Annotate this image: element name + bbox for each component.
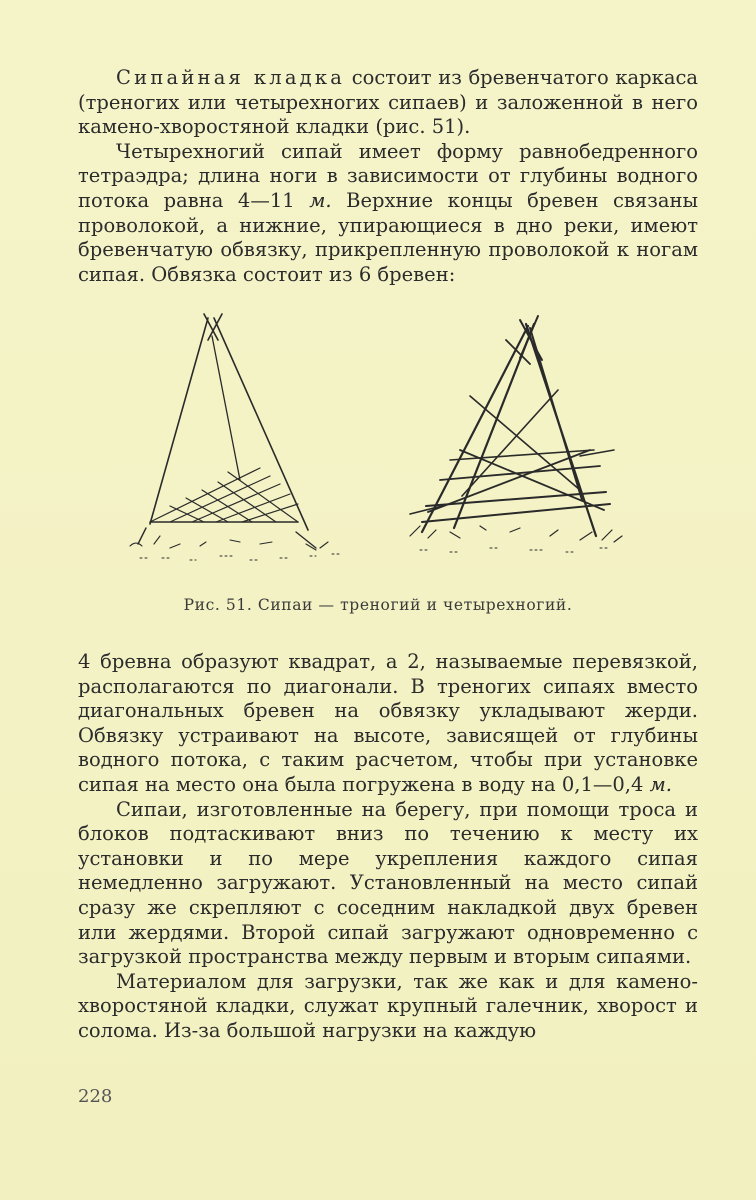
paragraph-3: 4 бревна образуют квадрат, а 2, называемые перевязкой, располагаются по диагонали. В треногих сипаях вместо диагональных бревен на обвязку укладывают жерди. Обвязку устраивают на высоте, зависящей от глубины водного потока, с таким расчетом, чтобы при установке сипая на место она была погружена в воду на 0,1—0,4 м. bbox=[78, 650, 698, 796]
figure-51 bbox=[110, 300, 650, 590]
term-sipai-masonry: Сипайная кладка bbox=[116, 66, 346, 89]
text-block-bottom bbox=[78, 650, 698, 1044]
figure-caption: Рис. 51. Сипаи — треногий и четырехногий. bbox=[183, 596, 573, 614]
paragraph-2: Четырехногий сипай имеет форму равнобедренного тетраэдра; длина ноги в зависимости от глубины водного потока равна 4—11 м. Верхние концы бревен связаны проволокой, а нижние, упирающиеся в дно реки, имеют бревенчатую обвязку, прикрепленную проволокой к ногам сипая. Обвязка состоит из 6 бревен: bbox=[78, 139, 698, 286]
paragraph-4: Сипаи, изготовленные на берегу, при помощи троса и блоков подтаскивают вниз по течению к месту их установки и по мере укрепления каждого сипая немедленно загружают. Установленный на место сипай сразу же скрепляют с соседним накладкой двух бревен или жердями. Второй сипай загружают одновременно с загрузкой пространства между первым и вторым сипаями. bbox=[78, 797, 698, 969]
paragraph-5: Материалом для загрузки, так же как и для камено-хворостяной кладки, служат крупный галечник, хворост и солома. Из-за большой нагрузки на каждую bbox=[78, 969, 698, 1042]
tripod-sipai-drawing bbox=[130, 314, 340, 560]
paragraph-1: Сипайная кладка состоит из бревенчатого каркаса (треногих или четырехногих сипаев) и заложенной в него камено-хворостяной кладки (рис. 51). bbox=[78, 66, 698, 139]
text-block-top bbox=[78, 66, 698, 287]
page-number: 228 bbox=[78, 1086, 113, 1107]
quadruped-sipai-drawing bbox=[410, 316, 622, 552]
